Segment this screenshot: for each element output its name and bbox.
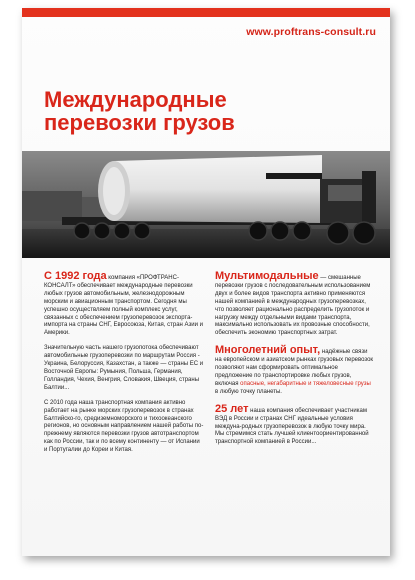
- right-text-2b: в любую точку планеты.: [215, 388, 282, 395]
- title-line-1: Международные: [44, 87, 227, 112]
- right-lead-1: Мультимодальные: [215, 270, 319, 282]
- left-lead-1: С 1992 года: [44, 270, 107, 282]
- left-text-3: С 2010 года наша транспортная компания активно работает на рынке морских грузоперевозок в странах Балтийско-го, средиземноморского и тихоокеанского регионов, но основным направлением нашей работы по-прежнему являются перевозки грузов автотранспортом как по России, так и по всему континенту — от Испании и Португалии до Кореи и Китая.: [44, 399, 204, 454]
- right-block-1: [215, 271, 375, 338]
- left-paragraph-2: [44, 345, 204, 392]
- left-paragraph-1: [44, 271, 204, 338]
- right-text-1: — смешанные перевозки грузов с последовательным использованием двух и более видов транспорта активно применяются нашей компанией в международных грузоперевозках, что позволяет рационально распределить грузопоток и нагрузку между отдельными видами транспорта, максимально использовать их провозные способности, обеспечить экономию транспортных затрат.: [215, 275, 371, 337]
- left-paragraph-3: [44, 400, 204, 455]
- brochure-page: [22, 8, 390, 556]
- right-text-column: [215, 271, 375, 454]
- left-text-1: компания «ПРОФТРАНС-КОНСАЛТ» обеспечивает международные перевозки любых грузов автомобильным, железнодорожным морским и авиационным транспортом. Сегодня мы успешно осуществляем полный комплекс услуг, связанных с обеспечением грузоперевозок экспорта-импорта на страны СНГ, Евросоюза, Китая, стран Азии и Америки.: [44, 275, 204, 337]
- right-lead-3: 25 лет: [215, 402, 249, 415]
- right-lead-2: Многолетний опыт,: [215, 344, 321, 357]
- page-title: [44, 88, 364, 134]
- right-highlight: опасные, негабаритные и тяжеловесные грузы: [240, 380, 371, 387]
- left-text-column: [44, 271, 204, 462]
- right-block-2: [215, 345, 375, 396]
- top-accent-bar: [22, 8, 390, 17]
- cargo-truck-photo: [22, 151, 390, 258]
- right-text-2a: надёжные связи на европейском и азиатском рынках грузовых перевозок позволяют нам сформировать оптимальное предложение по транспортировке любых грузов, включая: [215, 349, 374, 387]
- right-text-3: наша компания обеспечивает участникам ВЭД в России и странах СНГ идеальные условия междуна-родных грузоперевозок в любую точку мира. Мы стремимся стать лучшей клиентоориентированной транспортной компанией в России...: [215, 407, 369, 446]
- left-text-2: Значительную часть нашего грузопотока обеспечивают автомобильные грузоперевозки по маршрутам Россия - Украина, Белоруссия, Казахстан, а также — страны ЕС и Восточной Европы: Румыния, Польша, Германия, Голландия, Чехия, Венгрия, Словакия, Швеция, страны Балтии...: [44, 345, 204, 391]
- website-url[interactable]: www.proftrans-consult.ru: [246, 26, 376, 38]
- right-block-3: [215, 404, 375, 448]
- title-line-2: перевозки грузов: [44, 110, 235, 135]
